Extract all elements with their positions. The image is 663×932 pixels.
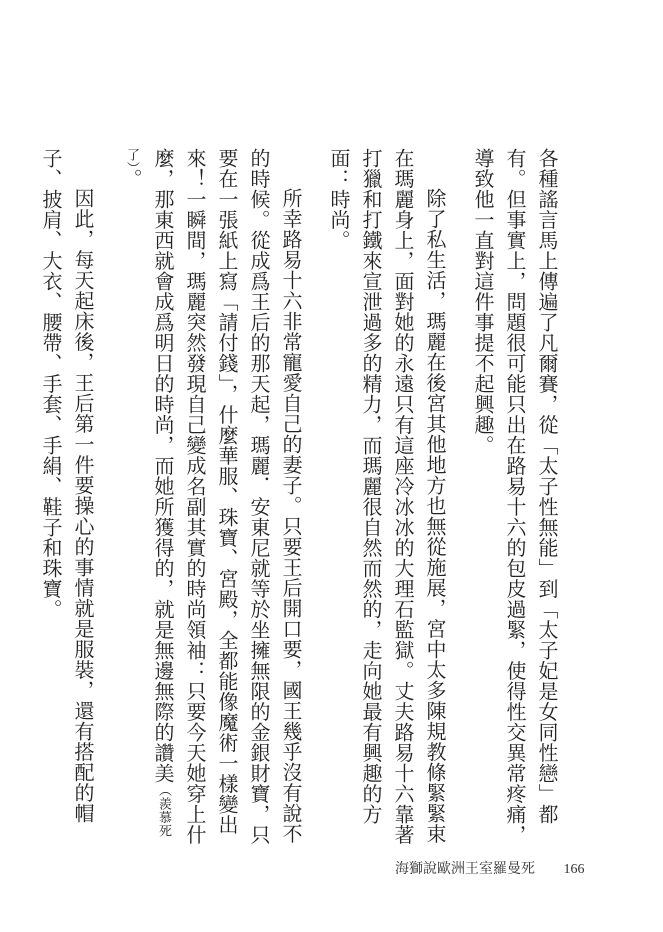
paragraph-2-text: 除了私生活，瑪麗在後宮其他地方也無從施展，宮中太多陳規教條緊緊束在瑪麗身上，面對她的永遠只有這座冷冰冰的大理石監獄。丈夫路易十六靠著打獵和打鐵來宣泄過多的精力，而瑪麗很自然而然的，走向她最有興趣的方面：時尚。 [327,148,447,845]
paragraph-3-end: 。 [119,168,143,189]
paragraph-1-text: 各種謠言馬上傳遍了凡爾賽，從「太子性無能」到「太子妃是女同性戀」都有。但事實上，問題很可能只出在路易十六的包皮過緊，使得性交異常疼痛，導致他一直對這件事提不起興趣。 [471,148,559,845]
paragraph-3-text: 所幸路易十六非常寵愛自己的妻子。只要王后開口要，國王幾乎沒有說不的時候。從成爲王后的那天起，瑪麗．安東尼就等於坐擁無限的金銀財寶，只要在一張紙上寫「請付錢」，什麼華服、珠寶、宮殿，全都能像魔術一樣變出來！一瞬間，瑪麗突然發現自己變成名副其實的時尚領袖：只要今天她穿上什麼，那東西就會成爲明日的時尚，而她所獲得的，就是無邊無際的讚美 [151,148,303,845]
paragraph-1 [467,148,563,848]
running-title: 海獅說歐洲王室羅曼死 [395,861,535,877]
page-number: 166 [563,862,585,877]
body-text [39,148,563,848]
paragraph-3 [115,148,307,848]
paragraph-3-aside: （羨慕死了） [124,148,171,838]
paragraph-4 [35,148,99,848]
paragraph-4-text: 因此，每天起床後，王后第一件要操心的事情就是服裝，還有搭配的帽子、披肩、大衣、腰帶、手套、手絹、鞋子和珠寶。 [39,148,95,824]
page-footer [395,858,584,878]
paragraph-2 [323,148,451,848]
